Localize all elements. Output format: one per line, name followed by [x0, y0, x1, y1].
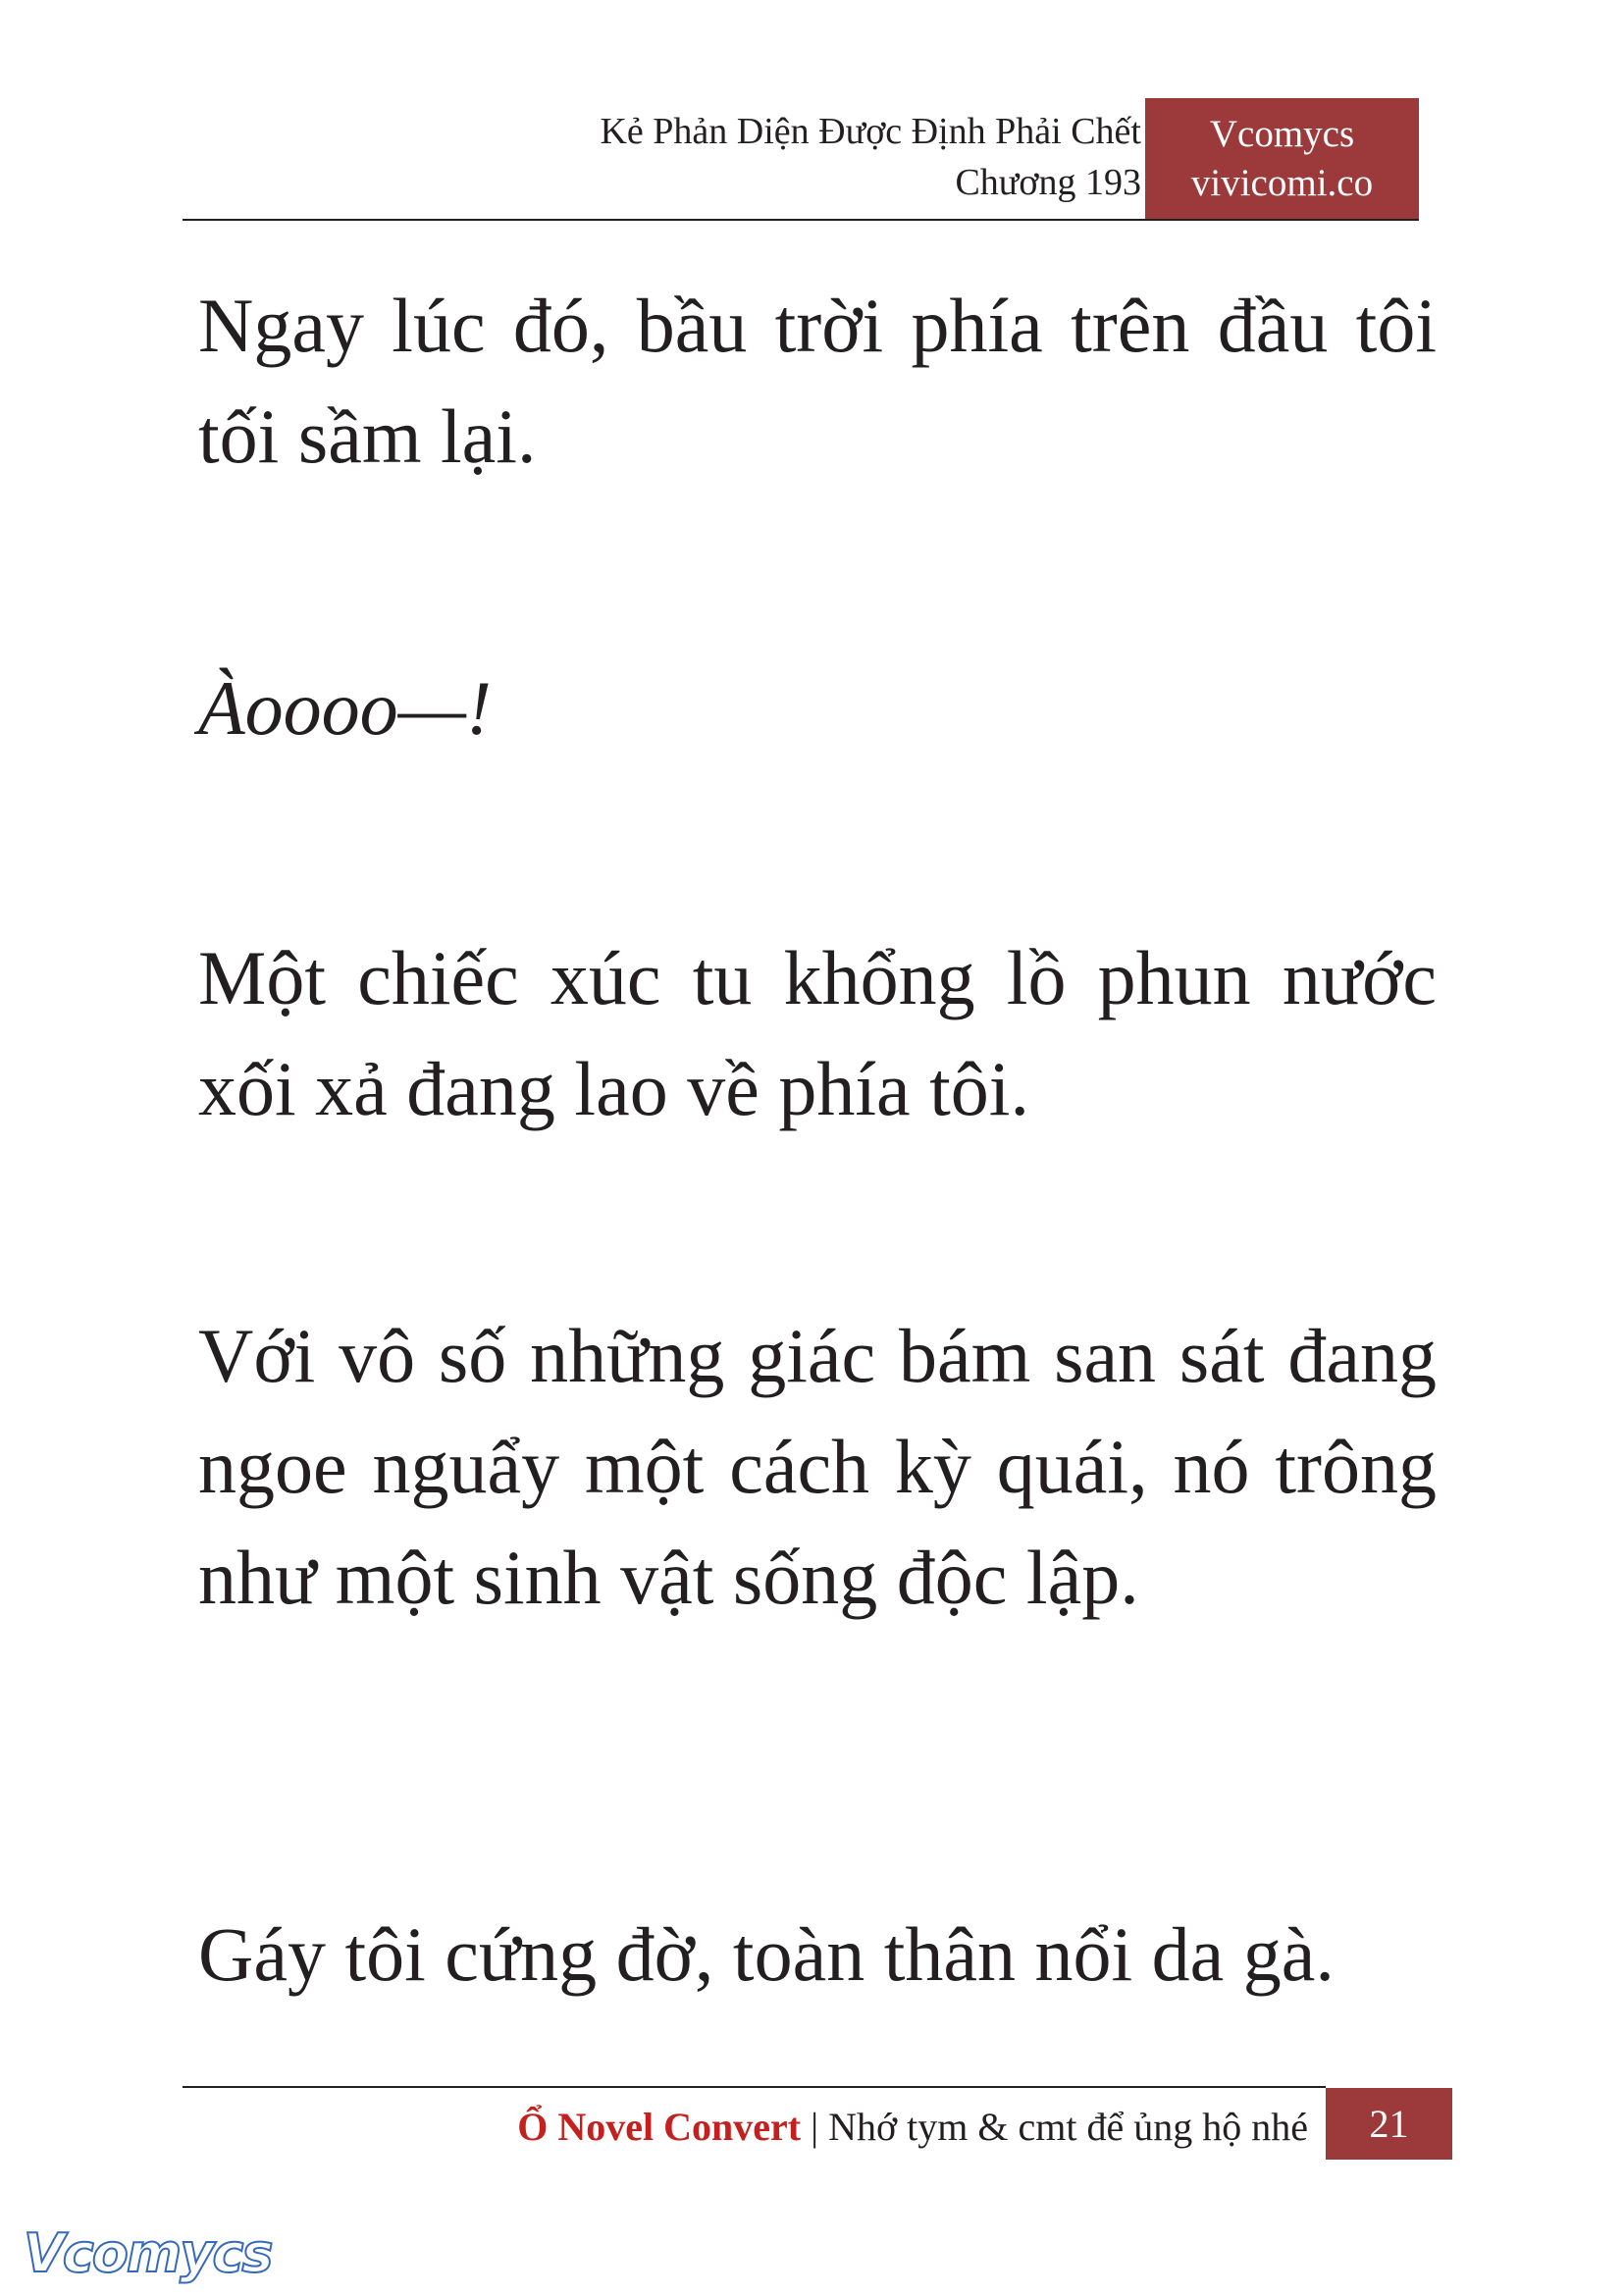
footer-message: Nhớ tym & cmt để ủng hộ nhé — [828, 2105, 1308, 2149]
paragraph: Ngay lúc đó, bầu trời phía trên đầu tôi tối sầm lại. — [198, 283, 1437, 479]
paragraph-sound-effect: Àoooo—! — [198, 665, 492, 751]
header-text-block — [454, 106, 1141, 208]
brand-name: Vcomycs — [1209, 113, 1355, 155]
footer-divider — [183, 2086, 1326, 2088]
paragraph: Với vô số những giác bám san sát đang ngoe nguẩy một cách kỳ quái, nó trông như một sinh vật sống độc lập. — [198, 1313, 1437, 1620]
watermark-logo: Vcomycs — [24, 2222, 272, 2284]
header-divider — [183, 219, 1419, 221]
footer-text — [517, 2098, 1308, 2157]
brand-box — [1145, 98, 1419, 220]
paragraph: Một chiếc xúc tu khổng lồ phun nước xối xả đang lao về phía tôi. — [198, 935, 1437, 1131]
paragraph: Gáy tôi cứng đờ, toàn thân nổi da gà. — [198, 1911, 1335, 1997]
footer-separator: | — [801, 2105, 829, 2149]
page-number: 21 — [1326, 2088, 1452, 2160]
chapter-label: Chương 193 — [955, 162, 1141, 203]
book-title: Kẻ Phản Diện Được Định Phải Chết — [600, 111, 1141, 152]
footer-brand: Ổ Novel Convert — [517, 2105, 802, 2149]
brand-site: vivicomi.co — [1190, 162, 1374, 204]
